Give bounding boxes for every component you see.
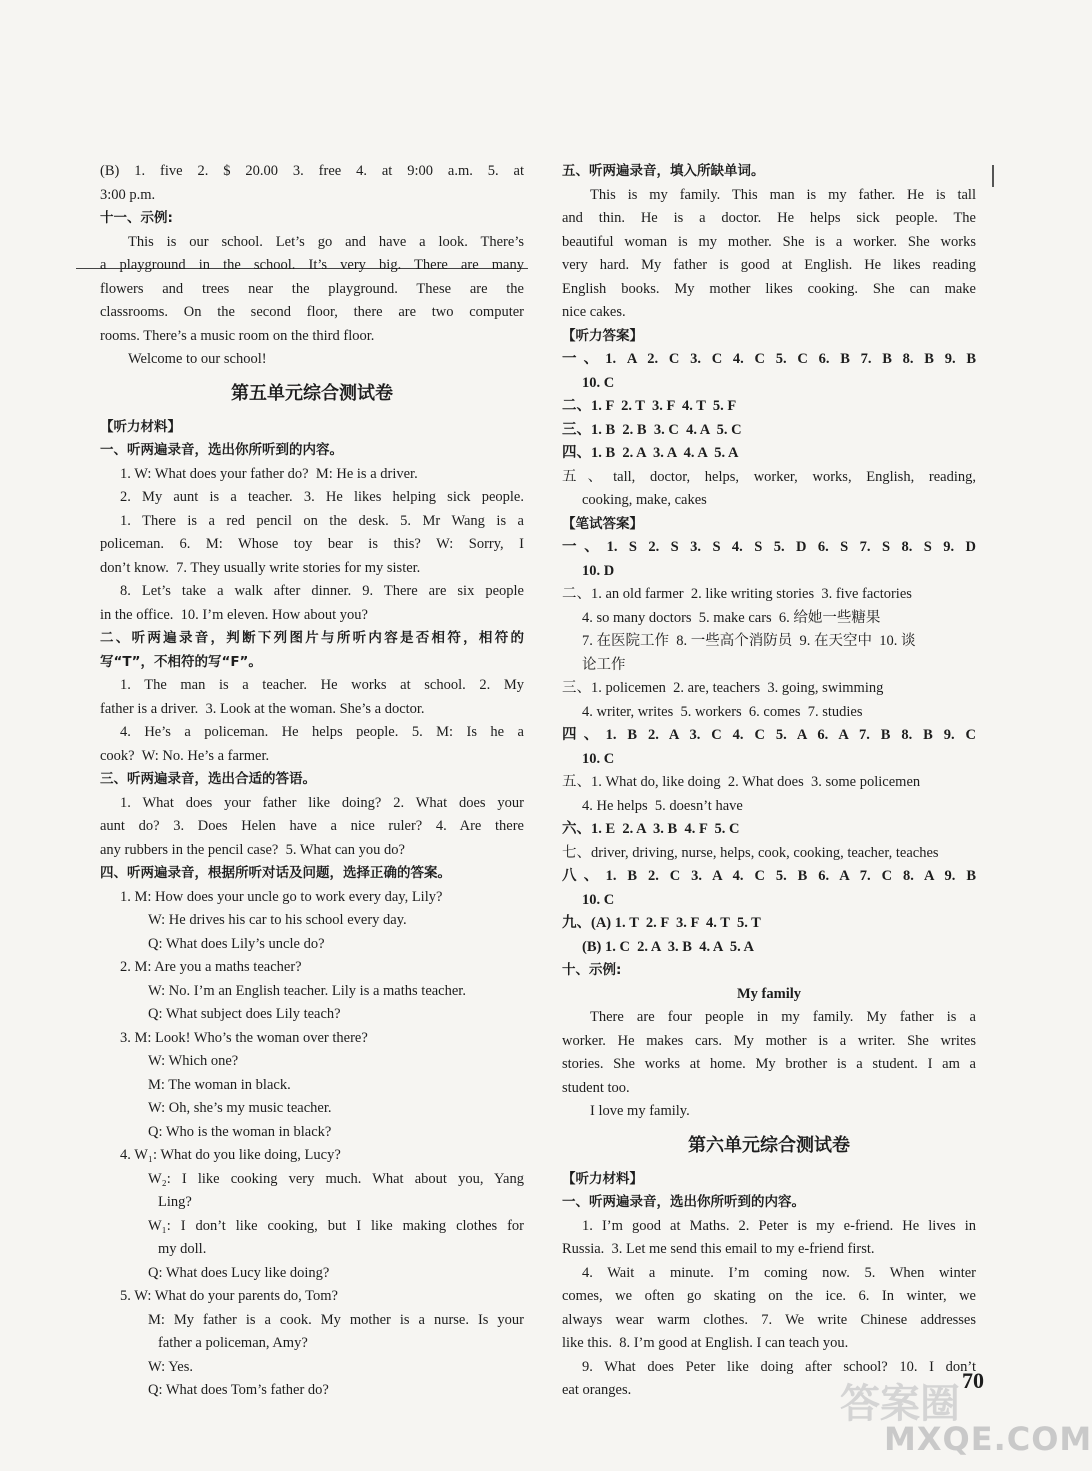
text-line: W: Which one? [148,1053,239,1069]
text-line: 九、(A) 1. T 2. F 3. F 4. T 5. T [562,915,761,931]
text-line: 4. writer, writes 5. workers 6. comes 7. studies [582,703,863,720]
right-column [562,160,976,1403]
section-heading: 十一、示例: [100,210,173,226]
text-line: nice cakes. [562,304,626,320]
text-line: 八、1. B 2. C 3. A 4. C 5. B 6. A 7. C 8. A 9. B [562,868,976,884]
text-line: 10. C [582,891,615,908]
text-line: M: The woman in black. [148,1076,291,1093]
text-line: father is a driver. 3. Look at the woman. She’s a doctor. [100,700,425,717]
text-line: M: My father is a cook. My mother is a nurse. Is your [148,1311,524,1328]
text-line: 1. I’m good at Maths. 2. Peter is my e-friend. He lives in [582,1217,976,1234]
text-line: Q: What subject does Lily teach? [148,1006,341,1022]
text-line: beautiful woman is my mother. She is a worker. She works [562,233,976,250]
section-heading: 一、听两遍录音，选出你所听到的内容。 [100,442,343,458]
text-line: always wear warm clothes. 7. We write Chinese addresses [562,1311,976,1328]
section-title: 第六单元综合测试卷 [688,1134,850,1156]
section-heading: 二、听两遍录音，判断下列图片与所听内容是否相符，相符的 [100,630,524,646]
text-line: cook? W: No. He’s a farmer. [100,747,270,764]
text-line: 1. The man is a teacher. He works at school. 2. My [120,677,524,693]
text-line: Q: What does Lily’s uncle do? [148,935,325,952]
text-line: 4. He helps 5. doesn’t have [582,797,743,814]
text-line: any rubbers in the pencil case? 5. What can you do? [100,841,405,858]
text-line: don’t know. 7. They usually write stories for my sister. [100,559,421,576]
text-line: 10. D [582,562,615,579]
text-line: 四、1. B 2. A 3. A 4. A 5. A [562,445,739,461]
text-line: W: He drives his car to his school every day. [148,912,407,928]
text-line: rooms. There’s a music room on the third floor. [100,327,375,344]
text-line: English books. My mother likes cooking. She can make [562,280,976,297]
text-line: 2. My aunt is a teacher. 3. He likes helping sick people. [120,489,524,505]
section-heading: 写“T”，不相符的写“F”。 [100,653,262,670]
section-heading: 四、听两遍录音，根据所听对话及问题，选择正确的答案。 [100,865,451,881]
text-line: policeman. 6. M: Whose toy bear is this? W: Sorry, I [100,536,524,552]
text-line: 8. Let’s take a walk after dinner. 9. There are six people [120,583,524,599]
text-line: 4. W₁: What do you like doing, Lucy? [120,1147,341,1163]
text-line: Welcome to our school! [128,351,267,367]
text-line: This is our school. Let’s go and have a look. There’s [128,233,524,250]
watermark-logo: 答案圈 [840,1381,960,1427]
text-line: 二、1. F 2. T 3. F 4. T 5. F [562,398,737,414]
text-line: 7. 在医院工作 8. 一些高个消防员 9. 在天空中 10. 谈 [582,633,916,649]
text-line: I love my family. [590,1103,690,1119]
text-line: 1. M: How does your uncle go to work every day, Lily? [120,888,443,905]
text-line: (B) 1. five 2. $ 20.00 3. free 4. at 9:00 a.m. 5. at [100,163,524,179]
text-line: 二、1. an old farmer 2. like writing stories 3. five factories [562,586,912,602]
text-line: a playground in the school. It’s very big. There are many [100,257,524,273]
text-line: 五、1. What do, like doing 2. What does 3. some policemen [562,774,921,790]
text-line: 一、1. S 2. S 3. S 4. S 5. D 6. S 7. S 8. S 9. D [562,539,976,555]
section-heading: 【笔试答案】 [562,515,643,532]
text-line: 1. There is a red pencil on the desk. 5. Mr Wang is a [120,512,524,529]
text-line: W₂: I like cooking very much. What about you, Yang [148,1170,524,1187]
text-line: W: Yes. [148,1358,193,1375]
text-line: 六、1. E 2. A 3. B 4. F 5. C [562,821,740,837]
text-line: eat oranges. [562,1382,632,1398]
margin-mark [992,165,994,187]
text-line: This is my family. This man is my father. He is tall [590,186,976,203]
page-number: 70 [962,1368,984,1393]
section-heading: 【听力材料】 [100,418,181,435]
text-line: 三、1. B 2. B 3. C 4. A 5. C [562,421,742,438]
text-line: student too. [562,1079,630,1096]
text-line: Q: Who is the woman in black? [148,1123,332,1140]
text-line: flowers and trees near the playground. These are the [100,280,524,297]
text-line: There are four people in my family. My father is a [590,1009,976,1025]
text-line: in the office. 10. I’m eleven. How about you? [100,606,368,623]
text-line: 七、driver, driving, nurse, helps, cook, cooking, teacher, teaches [562,844,939,861]
text-line: 论工作 [582,656,626,673]
text-line: W: No. I’m an English teacher. Lily is a maths teacher. [148,982,466,999]
section-heading: 十、示例: [562,962,622,978]
text-line: Ling? [158,1194,192,1210]
text-line: cooking, make, cakes [582,492,707,508]
text-line: very hard. My father is good at English. He likes reading [562,257,976,273]
text-line: aunt do? 3. Does Helen have a nice ruler? 4. Are there [100,818,524,834]
text-line: 2. M: Are you a maths teacher? [120,959,302,975]
text-line: 10. C [582,750,615,767]
text-line: worker. He makes cars. My mother is a writer. She writes [562,1032,976,1049]
text-line: and thin. He is a doctor. He helps sick people. The [562,210,976,226]
text-line: 3. M: Look! Who’s the woman over there? [120,1029,368,1046]
text-line: W: Oh, she’s my music teacher. [148,1100,332,1116]
text-line: father a policeman, Amy? [158,1335,308,1351]
text-line: 5. W: What do your parents do, Tom? [120,1288,338,1304]
text-line: 9. What does Peter like doing after school? 10. I don’t [582,1358,976,1375]
text-line: 3:00 p.m. [100,186,156,203]
text-line: stories. She works at home. My brother is a student. I am a [562,1056,976,1072]
text-line: 1. What does your father like doing? 2. What does your [120,794,524,811]
text-line: 三、1. policemen 2. are, teachers 3. going, swimming [562,680,884,696]
text-line: 4. Wait a minute. I’m coming now. 5. When winter [582,1264,976,1281]
section-title: 第五单元综合测试卷 [231,382,393,404]
text-line: W₁: I don’t like cooking, but I like making clothes for [148,1217,524,1234]
text-line: 4. He’s a policeman. He helps people. 5. M: Is he a [120,724,524,740]
text-line: 4. so many doctors 5. make cars 6. 给她一些糖果 [582,609,881,626]
text-line: 五、tall, doctor, helps, worker, works, English, reading, [562,468,976,485]
text-line: Q: What does Lucy like doing? [148,1264,330,1281]
text-line: my doll. [158,1241,207,1257]
text-line: 1. W: What does your father do? M: He is a driver. [120,465,418,482]
left-column [100,160,524,1403]
section-heading: 【听力材料】 [562,1170,643,1187]
text-line: comes, we often go skating on the ice. 6. In winter, we [562,1288,976,1304]
text-line: 四、1. B 2. A 3. C 4. C 5. A 6. A 7. B 8. B 9. C [562,727,976,743]
section-heading: 一、听两遍录音，选出你所听到的内容。 [562,1194,805,1210]
text-line: (B) 1. C 2. A 3. B 4. A 5. A [582,938,755,955]
text-line: like this. 8. I’m good at English. I can teach you. [562,1335,849,1351]
text-line: Russia. 3. Let me send this email to my e-friend first. [562,1241,875,1257]
section-heading: 五、听两遍录音，填入所缺单词。 [562,163,765,179]
text-line: My family [736,985,802,1002]
text-line: Q: What does Tom’s father do? [148,1382,329,1398]
text-line: classrooms. On the second floor, there are two computer [100,304,524,320]
text-line: 10. C [582,374,615,391]
watermark-text: MXQE.COM [884,1420,1092,1458]
text-line: 一、1. A 2. C 3. C 4. C 5. C 6. B 7. B 8. B 9. B [562,351,976,367]
section-heading: 【听力答案】 [562,327,643,344]
section-heading: 三、听两遍录音，选出合适的答语。 [100,771,316,787]
